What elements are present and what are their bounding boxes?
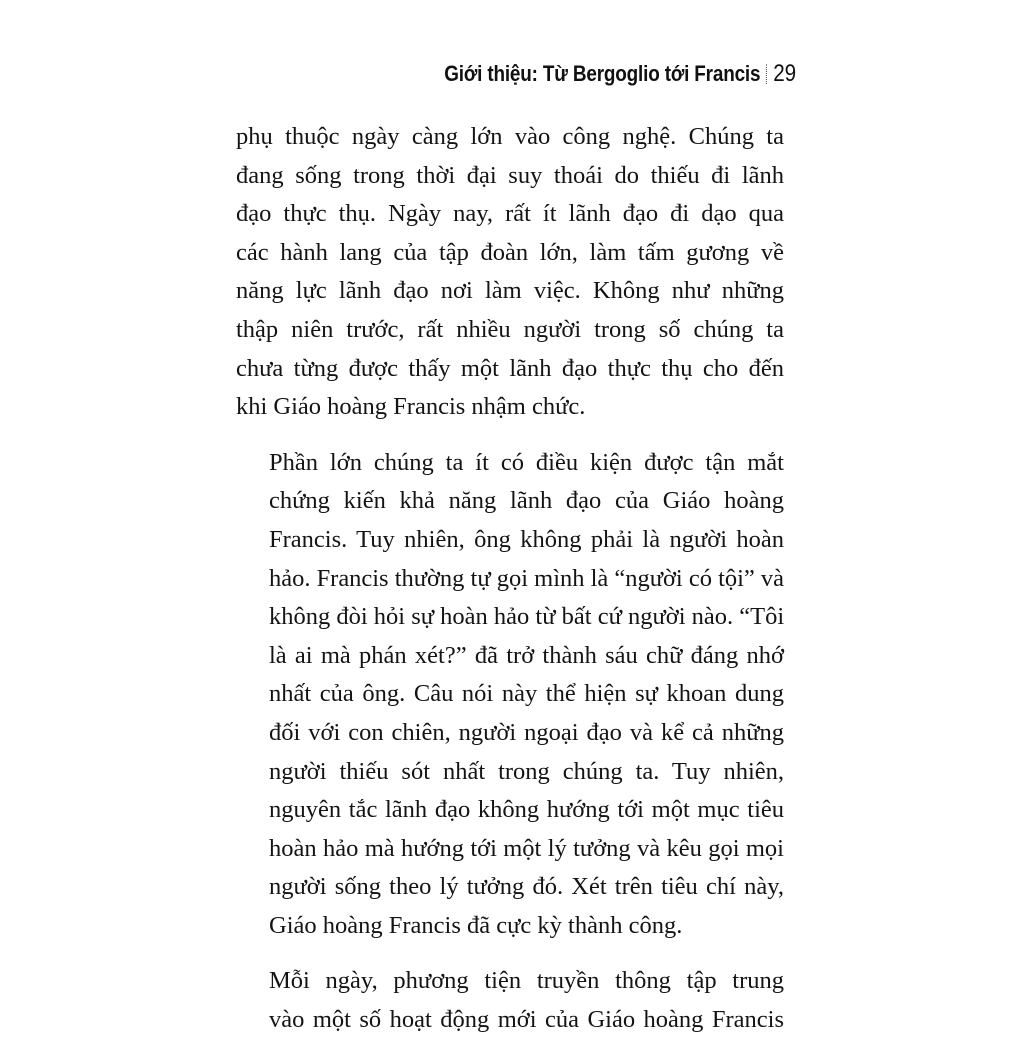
text-line: nhất của ông. Câu nói này thể hiện sự khoan dung [269,680,784,708]
text-line: thập niên trước, rất nhiều người trong số chúng ta [236,315,784,343]
text-line: chứng kiến khả năng lãnh đạo của Giáo hoàng [269,487,784,515]
text-line: nguyên tắc lãnh đạo không hướng tới một mục tiêu [269,796,784,824]
text-line: Francis. Tuy nhiên, ông không phải là người hoàn [269,525,784,553]
header-separator [766,64,768,84]
paragraph-2 [236,444,784,946]
chapter-title: Giới thiệu: Từ Bergoglio tới Francis [444,61,761,86]
text-line: các hành lang của tập đoàn lớn, làm tấm gương về [236,238,784,266]
text-line: hảo. Francis thường tự gọi mình là “người có tội” và [269,564,784,592]
text-line: vào một số hoạt động mới của Giáo hoàng Francis [269,1006,784,1034]
text-line: Phần lớn chúng ta ít có điều kiện được tận mắt [269,448,784,476]
text-line: phụ thuộc ngày càng lớn vào công nghệ. Chúng ta [236,123,784,150]
text-line: đạo thực thụ. Ngày nay, rất ít lãnh đạo đi dạo qua [236,200,784,228]
body-text [236,118,784,1057]
text-line: năng lực lãnh đạo nơi làm việc. Không như những [236,277,784,305]
text-line: khi Giáo hoàng Francis nhậm chức. [236,393,586,421]
text-line: Giáo hoàng Francis đã cực kỳ thành công. [269,911,683,939]
text-line: là ai mà phán xét?” đã trở thành sáu chữ đáng nhớ [269,641,784,669]
paragraph-1 [236,118,784,427]
text-line: không đòi hỏi sự hoàn hảo từ bất cứ người nào. “Tôi [269,603,785,631]
text-line: chưa từng được thấy một lãnh đạo thực thụ cho đến [236,354,784,382]
text-line: người sống theo lý tưởng đó. Xét trên tiêu chí này, [269,873,784,901]
running-head [444,60,796,88]
text-line: hoàn hảo mà hướng tới một lý tưởng và kêu gọi mọi [269,834,784,862]
text-line: người thiếu sót nhất trong chúng ta. Tuy nhiên, [269,757,784,785]
text-line: đang sống trong thời đại suy thoái do thiếu đi lãnh [236,161,784,189]
text-line: đối với con chiên, người ngoại đạo và kể cả những [269,718,784,746]
text-line: Mỗi ngày, phương tiện truyền thông tập trung [269,967,784,995]
page-number: 29 [773,60,796,87]
paragraph-3 [236,962,784,1039]
